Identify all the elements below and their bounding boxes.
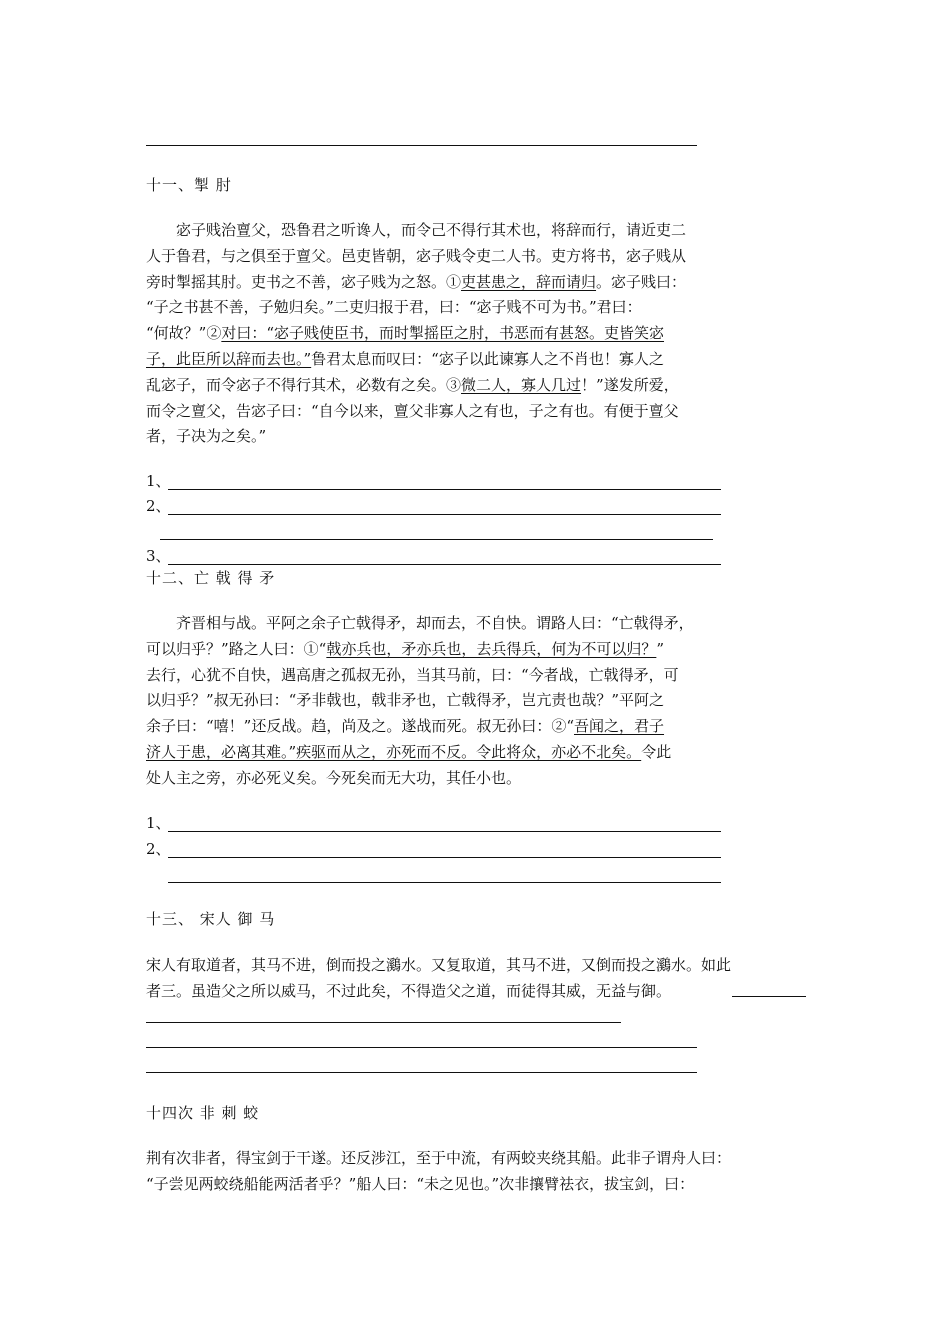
top-answer-line [146, 145, 697, 146]
section-12-title: 十二、亡 戟 得 矛 [146, 569, 276, 587]
section-13-text [146, 953, 806, 1005]
text-line: 去行，心犹不自快，遇高唐之孤叔无孙，当其马前，曰：“今者战，亡戟得矛，可 [146, 665, 679, 684]
answer-line-13-d[interactable] [146, 1072, 697, 1073]
answer-line-12-2[interactable]: 2、 [146, 838, 171, 860]
text-line: 济人于患，必离其难。”疾驱而从之，亦死而不反。令此将众，亦必不北矣。令此 [146, 742, 672, 761]
text-line: 齐晋相与战。平阿之余子亡戟得矛，却而去，不自快。谓路人曰：“亡戟得矛， [146, 614, 694, 632]
text-line: 子，此臣所以辞而去也。”鲁君太息而叹曰：“宓子以此谏寡人之不肖也！寡人之 [146, 349, 664, 368]
text-line: 以归乎？”叔无孙曰：“矛非戟也，戟非矛也，亡戟得矛，岂亢责也哉？”平阿之 [146, 691, 665, 710]
answer-line-11-3[interactable]: 3、 [146, 545, 171, 567]
text-line: 而令之亶父，告宓子曰：“自今以来，亶父非寡人之有也，子之有也。有便于亶父 [146, 401, 679, 420]
text-line: 可以归乎？”路之人曰：①“戟亦兵也，矛亦兵也，去兵得兵，何为不可以归？” [146, 639, 665, 658]
answer-line-13-b[interactable] [146, 1022, 621, 1023]
text-line: “子之书甚不善，子勉归矣。”二吏归报于君，曰：“宓子贱不可为书。”君曰： [146, 298, 642, 317]
answer-line-11-2[interactable]: 2、 [146, 495, 171, 517]
answer-line-12-1[interactable]: 1、 [146, 812, 171, 834]
text-line: 旁时掣摇其肘。吏书之不善，宓子贱为之怒。①吏甚患之，辞而请归。宓子贱曰： [146, 272, 687, 291]
text-line: 余子曰：“嘻！”还反战。趋，尚及之。遂战而死。叔无孙曰：②“吾闻之，君子 [146, 717, 665, 736]
section-14-title: 十四次 非 刺 蛟 [146, 1104, 260, 1122]
text-line: 宋人有取道者，其马不进，倒而投之鸂水。又复取道，其马不进，又倒而投之鸂水。如此 [146, 956, 732, 974]
section-12-text [146, 611, 806, 792]
text-line: 乱宓子，而令宓子不得行其术，必数有之矣。③微二人，寡人几过！”遂发所爱， [146, 375, 679, 394]
section-11-title: 十一、掣 肘 [146, 176, 232, 194]
answer-line-13-c[interactable] [146, 1047, 697, 1048]
underlined-sentence-2: 吾闻之，君子 [574, 717, 665, 736]
text-line: 处人主之旁，亦必死义矣。今死矣而无大功，其任小也。 [146, 768, 522, 787]
underlined-sentence-2-cont: 子，此臣所以辞而去也。” [146, 349, 312, 368]
answer-line-11-1[interactable]: 1、 [146, 470, 171, 492]
underlined-sentence-2: 对曰：“宓子贱使臣书，而时掣摇臣之肘，书恶而有甚怒。吏皆笑宓 [221, 324, 665, 343]
underlined-sentence-3: 微二人，寡人几过 [461, 375, 582, 394]
text-line: 者三。虽造父之所以威马，不过此矣，不得造父之道，而徒得其威，无益与御。 [146, 981, 672, 1000]
section-13-title: 十三、 宋人 御 马 [146, 910, 276, 928]
section-11-text [146, 218, 806, 450]
text-line: “子尝见两蛟绕船能两活者乎？”船人曰：“未之见也。”次非攘臂祛衣，拔宝剑，曰： [146, 1174, 695, 1193]
underlined-sentence-2-cont: 济人于患，必离其难。”疾驱而从之，亦死而不反。令此将众，亦必不北矣。 [146, 742, 642, 761]
text-line: 荆有次非者，得宝剑于干遂。还反涉江，至于中流，有两蛟夹绕其船。此非子谓舟人曰： [146, 1149, 732, 1167]
text-line: 者，子决为之矣。” [146, 427, 267, 446]
section-14-text [146, 1146, 806, 1198]
text-line: 宓子贱治亶父，恐鲁君之听谗人，而令己不得行其术也，将辞而行，请近吏二 [146, 221, 687, 239]
underlined-sentence-1: 戟亦兵也，矛亦兵也，去兵得兵，何为不可以归？ [326, 639, 657, 658]
underlined-sentence-1: 吏甚患之，辞而请归 [461, 272, 597, 291]
text-line: 人于鲁君，与之俱至于亶父。邑吏皆朝，宓子贱令吏二人书。吏方将书，宓子贱从 [146, 246, 687, 265]
text-line: “何故？”②对曰：“宓子贱使臣书，而时掣摇臣之肘，书恶而有甚怒。吏皆笑宓 [146, 324, 665, 343]
answer-line-13-a[interactable] [732, 996, 806, 997]
